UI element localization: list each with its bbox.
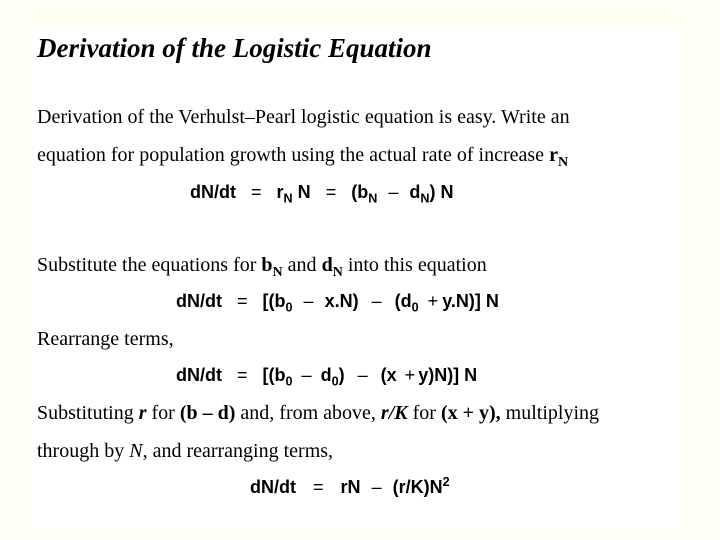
substituting-text-c: and, from above, [235,402,381,424]
eq4-minus: – [371,477,382,497]
equation-1 [190,182,454,206]
substituting-text-d: for [407,402,441,424]
intro-line-2-text: equation for population growth using the actual rate of increase [37,144,545,166]
through-text-a: through by [37,440,130,462]
eq2-equals: = [237,291,248,311]
eq3-term-close: ) [338,365,345,385]
eq1-term-b: (b [351,182,369,202]
eq1-lhs: dN/dt [190,182,236,202]
equation-4 [250,477,450,498]
eq1-term-r: r [276,182,284,202]
eq1-term-close: ) N [429,182,454,202]
eq4-equals: = [313,477,324,497]
slide-title: Derivation of the Logistic Equation [37,33,432,63]
eq3-term-b-sub: 0 [285,374,293,389]
eq3-minus: – [301,365,312,385]
eq1-term-d-sub: N [420,191,430,206]
eq1-equals-2: = [325,182,337,202]
intro-line-1 [37,106,570,129]
symbol-d: d [321,254,333,276]
rearrange-line [37,328,174,351]
eq2-term-b: [(b [262,291,286,311]
eq3-plus: + [404,365,416,385]
through-line [37,440,333,463]
equation-2 [176,291,499,315]
eq2-minus-2: – [371,291,382,311]
through-text-b: , and rearranging terms, [142,440,334,462]
eq2-plus: + [427,291,439,311]
eq2-minus: – [303,291,314,311]
substitute-text-c: into this equation [342,254,487,276]
eq4-term-rn: rN [340,477,361,497]
eq2-term-x: x.N) [324,291,359,311]
substituting-line [37,402,599,425]
eq3-minus-2: – [357,365,368,385]
eq2-term-y: y.N)] N [442,291,499,311]
substituting-text-a: Substituting [37,402,139,424]
substituting-text-e: multiplying [500,402,599,424]
symbol-r-over-k: r/K [380,402,408,424]
symbol-b-sub: N [272,264,283,280]
eq3-term-d: d [320,365,332,385]
eq3-equals: = [237,365,248,385]
symbol-b: b [261,254,273,276]
eq3-term-d-sub: 0 [331,374,339,389]
eq1-equals: = [251,182,262,202]
symbol-b-minus-d: (b – d) [179,402,236,424]
equation-3 [176,365,478,389]
substitute-text-a: Substitute the equations for [37,254,262,276]
eq4-term-rk-sup: 2 [442,475,450,490]
eq3-term-b: [(b [262,365,286,385]
eq1-term-r-sub: N [283,191,293,206]
eq1-minus: – [388,182,399,202]
eq1-term-n: N [297,182,311,202]
eq2-lhs: dN/dt [176,291,222,311]
eq2-term-b-sub: 0 [285,300,293,315]
rate-symbol-r: r [549,144,558,166]
substituting-text-b: for [146,402,180,424]
rate-symbol-sub: N [557,154,569,170]
symbol-x-plus-y: (x + y), [440,402,501,424]
eq4-term-rk: (r/K)N [392,477,443,497]
eq4-lhs: dN/dt [250,477,296,497]
eq3-term-y: y)N)] N [418,365,478,385]
symbol-d-sub: N [332,264,343,280]
intro-line-2 [37,144,569,170]
eq3-term-x: (x [380,365,397,385]
symbol-n: N [129,440,143,462]
intro-line-1-text: Derivation of the Verhulst–Pearl logistic equation is easy. Write an [37,106,570,128]
symbol-r: r [138,402,147,424]
eq1-term-d: d [409,182,421,202]
eq2-term-d: (d [394,291,412,311]
eq1-term-b-sub: N [368,191,378,206]
eq3-lhs: dN/dt [176,365,222,385]
eq2-term-d-sub: 0 [411,300,419,315]
rearrange-text: Rearrange terms, [37,328,174,350]
substitute-line [37,254,487,280]
substitute-text-b: and [282,254,322,276]
